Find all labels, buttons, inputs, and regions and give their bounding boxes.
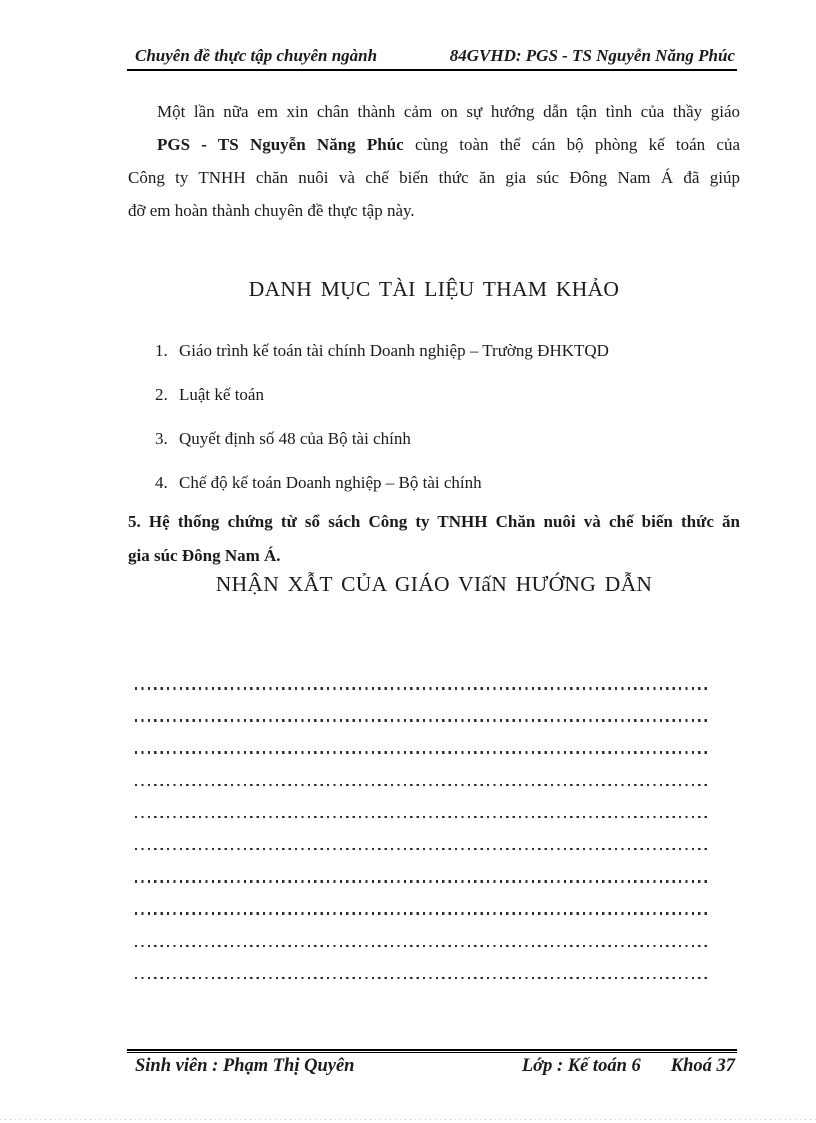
- list-item: [155, 373, 609, 417]
- paragraph-text: đỡ em hoàn thành chuyên đề thực tập này.: [128, 201, 415, 220]
- page-header: [135, 46, 735, 66]
- review-title: NHẬN XẪT CỦA GIÁO VIấN HƯỚNG DẪN: [215, 572, 653, 596]
- references-list: [155, 329, 609, 505]
- paragraph-text: Công ty TNHH chăn nuôi và chế biến thức ăn gia súc Đông Nam Á đã giúp: [128, 168, 740, 187]
- header-left-text: Chuyên đề thực tập chuyên ngành: [135, 46, 378, 65]
- footer-class-text: Lớp : Kế toán 6: [521, 1056, 641, 1076]
- header-rule: [127, 69, 737, 71]
- dotted-fill-line: [135, 751, 708, 754]
- list-item-number: 1.: [155, 341, 168, 360]
- dotted-fill-line: [135, 880, 708, 883]
- dotted-fill-line: [135, 848, 708, 851]
- paragraph-line: [128, 128, 740, 161]
- list-item-number: 4.: [155, 473, 168, 492]
- page-footer: [135, 1056, 735, 1077]
- list-item: [155, 417, 609, 461]
- list-item-text: Luật kế toán: [179, 385, 264, 404]
- dotted-fill-line: [135, 912, 708, 915]
- paragraph-line: [128, 194, 740, 227]
- list-item-text: Chế độ kế toán Doanh nghiệp – Bộ tài chính: [179, 473, 482, 492]
- footer-student-text: Sinh viên : Phạm Thị Quyên: [135, 1056, 355, 1076]
- paragraph-line: [128, 505, 740, 539]
- list-item: [155, 329, 609, 373]
- list-item-text: Giáo trình kế toán tài chính Doanh nghiệp – Trường ĐHKTQD: [179, 341, 609, 360]
- dotted-lines: [135, 687, 708, 1009]
- dotted-fill-line: [135, 945, 708, 948]
- dotted-fill-line: [135, 977, 708, 980]
- paragraph-line: [128, 95, 740, 128]
- paragraph-line: [128, 161, 740, 194]
- reference-item-5: [128, 505, 740, 573]
- paragraph-text: gia súc Đông Nam Á.: [128, 546, 281, 565]
- dotted-fill-line: [135, 687, 708, 690]
- list-item-number: 2.: [155, 385, 168, 404]
- footer-course-text: Khoá 37: [670, 1056, 735, 1076]
- acknowledgement-paragraph: [128, 95, 740, 227]
- references-title: DANH MỤC TÀI LIỆU THAM KHẢO: [248, 277, 620, 301]
- header-right-text: 84GVHD: PGS - TS Nguyễn Năng Phúc: [449, 46, 735, 65]
- paragraph-line: [128, 539, 740, 573]
- paragraph-text: 5. Hệ thống chứng từ sổ sách Công ty TNHH Chăn nuôi và chế biến thức ăn: [128, 512, 740, 531]
- advisor-name-bold: PGS - TS Nguyễn Năng Phúc: [157, 135, 404, 154]
- dotted-fill-line: [135, 719, 708, 722]
- footer-rule: [127, 1049, 737, 1053]
- list-item: [155, 461, 609, 505]
- page-boundary-dots: [0, 1119, 816, 1120]
- dotted-fill-line: [135, 784, 708, 787]
- paragraph-text: Một lần nữa em xin chân thành cảm on sự hướng dẫn tận tình của thầy giáo: [157, 102, 740, 121]
- list-item-number: 3.: [155, 429, 168, 448]
- dotted-fill-line: [135, 816, 708, 819]
- footer-right-group: [522, 1056, 735, 1077]
- paragraph-text: cùng toàn thể cán bộ phòng kế toán của: [403, 135, 741, 154]
- list-item-text: Quyết định số 48 của Bộ tài chính: [179, 429, 411, 448]
